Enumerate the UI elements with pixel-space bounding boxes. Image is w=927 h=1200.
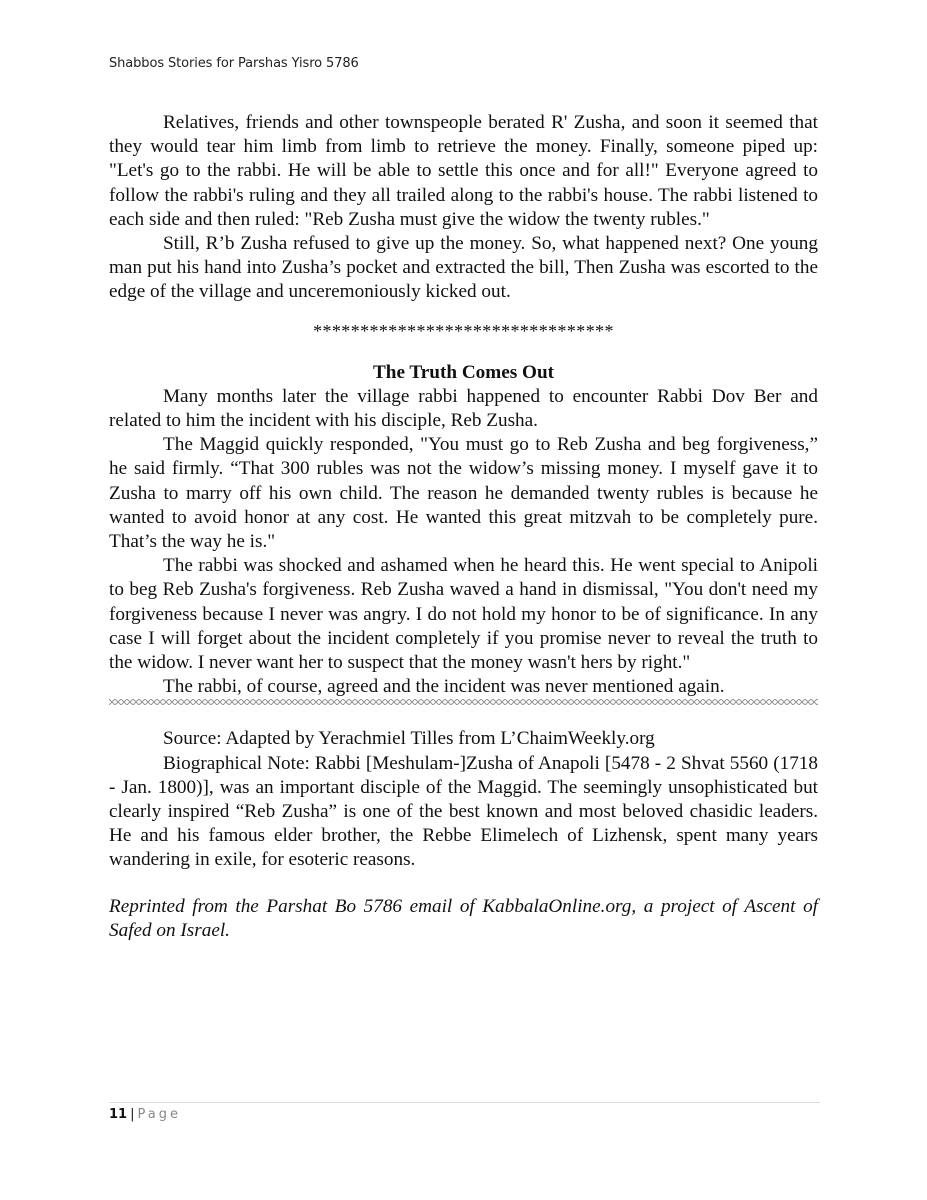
biographical-note: Biographical Note: Rabbi [Meshulam-]Zusha of Anapoli [5478 - 2 Shvat 5560 (1718 - Jan. 1800)], was an important disciple of the Maggid. The seemingly unsophisticated but clearly inspired “Reb Zusha” is one of the best known and most beloved chasidic leaders. He and his famous elder brother, the Rebbe Elimelech of Lizhensk, spent many years wandering in exile, for esoteric reasons. [109, 752, 818, 871]
paragraph: Many months later the village rabbi happened to encounter Rabbi Dov Ber and related to him the incident with his disciple, Reb Zusha. [109, 385, 818, 432]
footer-separator: | [130, 1107, 135, 1122]
page-body [109, 111, 818, 943]
paragraph: Relatives, friends and other townspeople berated R' Zusha, and soon it seemed that they would tear him limb from limb to retrieve the money. Finally, someone piped up: "Let's go to the rabbi. He will be able to settle this once and for all!" Everyone agreed to follow the rabbi's ruling and they all trailed along to the rabbi's house. The rabbi listened to each side and then ruled: "Reb Zusha must give the widow the twenty rubles." [109, 112, 818, 230]
wavy-divider [109, 699, 818, 705]
running-header: Shabbos Stories for Parshas Yisro 5786 [109, 56, 359, 71]
section-separator: ******************************** [313, 320, 614, 341]
paragraph: Still, R’b Zusha refused to give up the money. So, what happened next? One young man put his hand into Zusha’s pocket and extracted the bill, Then Zusha was escorted to the edge of the village and unceremoniously kicked out. [109, 233, 818, 303]
source-note: Source: Adapted by Yerachmiel Tilles from L’ChaimWeekly.org [163, 728, 655, 750]
section-heading: The Truth Comes Out [372, 361, 555, 383]
paragraph: The rabbi, of course, agreed and the incident was never mentioned again. [163, 676, 725, 698]
paragraph: The Maggid quickly responded, "You must go to Reb Zusha and beg forgiveness,” he said firmly. “That 300 rubles was not the widow’s missing money. I myself gave it to Zusha to marry off his own child. The reason he demanded twenty rubles is because he wanted to avoid honor at any cost. He wanted this great mitzvah to be completely pure. That’s the way he is." [109, 434, 818, 553]
page-label: Page [137, 1107, 181, 1122]
paragraph: The rabbi was shocked and ashamed when he heard this. He went special to Anipoli to beg Reb Zusha's forgiveness. Reb Zusha waved a hand in dismissal, "You don't need my forgiveness because I never was angry. I do not hold my honor to be of significance. In any case I will forget about the incident completely if you promise never to reveal the truth to the widow. I never want her to suspect that the money wasn't hers by right." [109, 555, 818, 674]
page-footer [109, 1107, 181, 1122]
reprint-note: Reprinted from the Parshat Bo 5786 email of KabbalaOnline.org, a project of Ascent of Safed on Israel. [109, 895, 818, 941]
footer-rule [109, 1102, 820, 1103]
page-number: 11 [109, 1107, 128, 1122]
